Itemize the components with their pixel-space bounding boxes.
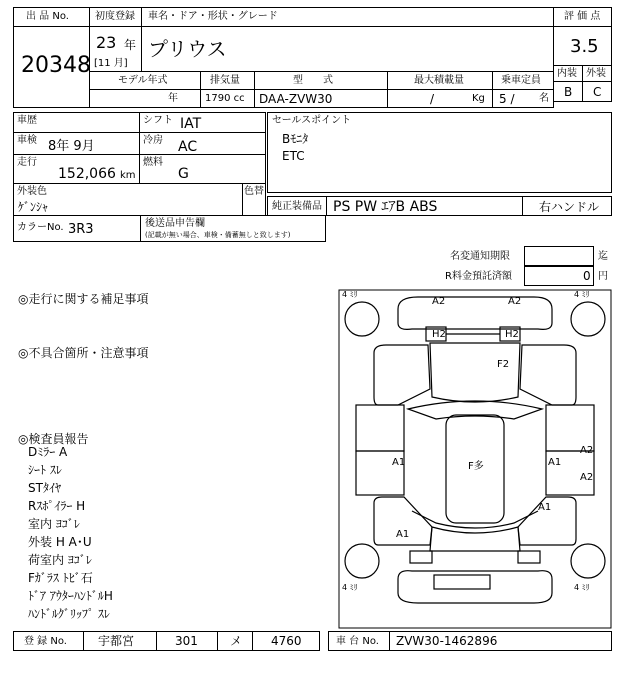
left-front-door — [356, 405, 404, 451]
inspector-report-line: 荷室内 ﾖｺﾞﾚ — [28, 553, 92, 567]
tire-depth-label: 4 ﾐﾘ — [574, 290, 590, 299]
steering-cell — [522, 196, 612, 216]
damage-mark: A1 — [548, 457, 562, 468]
inspector-report-line: 室内 ﾖｺﾞﾚ — [28, 517, 80, 531]
name-change-deadline-unit: 迄 — [598, 251, 608, 262]
shift-label: シフト — [143, 115, 173, 126]
car-name-cell — [141, 26, 554, 72]
damage-mark: A1 — [392, 457, 406, 468]
exterior-color-value: ｹﾞﾝｼｬ — [18, 200, 49, 214]
sales-point-line: ETC — [282, 149, 305, 163]
max-load-unit: Kg — [472, 93, 485, 104]
capacity-value: 5 / — [499, 92, 515, 106]
recycle-fee-box — [524, 266, 594, 286]
recycle-fee-label: R料金預託済額 — [445, 271, 512, 282]
capacity-cell — [492, 89, 554, 108]
max-load-cell — [387, 89, 493, 108]
reg-kana-cell — [217, 631, 253, 651]
diagram-frame — [339, 290, 611, 628]
first-reg-label: 初度登録 — [95, 11, 135, 22]
name-change-deadline-box — [524, 246, 594, 266]
interior-label: 内装 — [557, 68, 577, 79]
recycle-fee-unit: 円 — [598, 271, 608, 282]
displacement-cell — [200, 89, 255, 108]
name-change-deadline-label: 名変通知期限 — [450, 251, 510, 262]
fuel-value: G — [178, 166, 189, 182]
mileage-cell — [13, 154, 140, 184]
sales-point-cell — [267, 112, 612, 193]
front-bumper — [398, 297, 552, 329]
first-reg-month: [11 月] — [94, 58, 128, 69]
color-no-cell — [13, 215, 141, 242]
chassis-label: 車 台 No. — [336, 636, 379, 647]
car-name-label-cell — [141, 7, 554, 27]
aftermarket-note: (記載が無い場合、車検・備蓄無しと致します) — [145, 231, 291, 239]
capacity-label: 乗車定員 — [501, 75, 541, 86]
fuel-label: 燃料 — [143, 157, 163, 168]
reg-label-cell — [13, 631, 84, 651]
defects-notes-label: ◎不具合箇所・注意事項 — [18, 346, 149, 360]
sales-point-line: Bﾓﾆﾀ — [282, 132, 309, 146]
front-body — [374, 345, 430, 405]
tail-light-right — [518, 551, 540, 563]
tire-depth-label: 4 ﾐﾘ — [342, 290, 358, 299]
reg-class: 301 — [175, 634, 198, 648]
score-value: 3.5 — [570, 36, 599, 57]
equipment-label: 純正装備品 — [272, 201, 322, 212]
tire-front-left — [345, 302, 379, 336]
displacement-value: 1790 cc — [205, 93, 245, 104]
color-change-cell — [242, 183, 266, 216]
reg-label: 登 録 No. — [24, 636, 67, 647]
reg-number-cell — [252, 631, 320, 651]
front-body-right — [520, 345, 576, 405]
model-year-cell — [89, 89, 201, 108]
hood-panel — [430, 343, 520, 402]
inspector-report-line: Rｽﾎﾟｲﾗｰ H — [28, 499, 86, 513]
interior-label-cell — [553, 65, 583, 82]
color-no-value: 3R3 — [68, 222, 94, 237]
score-cell — [553, 26, 612, 66]
first-reg-cell — [89, 26, 142, 72]
mileage-value: 152,066 — [58, 166, 116, 182]
inspector-report-line: ｼｰﾄ ｽﾚ — [28, 463, 62, 477]
inspector-report-line: ﾊﾝﾄﾞﾙｸﾞﾘｯﾌﾟ ｽﾚ — [28, 607, 110, 621]
car-name-label: 車名・ドア・形状・グレード — [148, 11, 278, 22]
tire-rear-left — [345, 544, 379, 578]
damage-mark: A1 — [538, 502, 552, 513]
damage-mark: A2 — [432, 296, 446, 307]
inspection-value: 8年 9月 — [48, 139, 95, 154]
exterior-grade-cell — [582, 81, 612, 102]
reg-class-cell — [156, 631, 218, 651]
tire-front-right — [571, 302, 605, 336]
history-cell — [13, 112, 140, 133]
score-label-cell — [553, 7, 612, 27]
equipment-label-cell — [267, 196, 327, 216]
chassis-number: ZVW30-1462896 — [396, 634, 498, 648]
damage-mark: H2 — [432, 329, 446, 340]
inspector-report-line: STﾀｲﾔ — [28, 481, 61, 495]
type-label-cell — [254, 71, 388, 90]
ac-value: AC — [178, 139, 198, 155]
max-load-value: / — [430, 92, 435, 106]
first-reg-year-unit: 年 — [124, 38, 137, 52]
color-change-label: 色替 — [244, 186, 264, 197]
inspector-report-label: ◎検査員報告 — [18, 432, 89, 446]
fuel-cell — [139, 154, 266, 184]
car-name: プリウス — [148, 37, 227, 61]
tire-rear-right — [571, 544, 605, 578]
type-label: 型 式 — [293, 75, 333, 86]
capacity-unit: 名 — [539, 93, 549, 104]
shift-value: IAT — [180, 116, 202, 132]
exterior-label-cell — [582, 65, 612, 82]
first-reg-year: 23 — [96, 33, 117, 52]
max-load-label-cell — [387, 71, 493, 90]
aftermarket-label: 後送品申告欄 — [145, 218, 205, 229]
recycle-fee-value: 0 — [583, 269, 591, 283]
history-label: 車歴 — [17, 115, 37, 126]
trunk-panel — [430, 527, 520, 551]
capacity-label-cell — [492, 71, 554, 90]
model-year-unit: 年 — [168, 93, 178, 104]
lot-label: 出 品 No. — [26, 11, 69, 22]
equipment-value-cell — [326, 196, 523, 216]
equipment-value: PS PW ｴｱB ABS — [333, 199, 438, 215]
windshield — [408, 401, 542, 419]
ac-label: 冷房 — [143, 135, 163, 146]
inspector-report-line: ﾄﾞｱ ｱｳﾀｰﾊﾝﾄﾞﾙH — [28, 589, 113, 603]
first-reg-label-cell — [89, 7, 142, 27]
inspector-report-line: Fｶﾞﾗｽ ﾄﾋﾞ石 — [28, 571, 93, 585]
reg-area-cell — [83, 631, 157, 651]
driving-notes-label: ◎走行に関する補足事項 — [18, 292, 149, 306]
aftermarket-cell — [140, 215, 326, 242]
steering-value: 右ハンドル — [539, 200, 600, 214]
inspector-report-line: 外装 H A･U — [28, 535, 92, 549]
car-damage-diagram — [338, 289, 612, 629]
reg-kana: メ — [230, 634, 243, 648]
model-year-label-cell — [89, 71, 201, 90]
chassis-label-cell — [328, 631, 390, 651]
lot-number: 20348 — [21, 53, 91, 78]
exterior-grade: C — [593, 85, 602, 99]
ac-cell — [139, 132, 266, 155]
exterior-color-cell — [13, 183, 243, 216]
type-value: DAA-ZVW30 — [259, 92, 333, 106]
inspector-report-line: Dﾐﾗｰ A — [28, 445, 68, 459]
damage-mark: A2 — [508, 296, 522, 307]
exterior-color-label: 外装色 — [17, 186, 47, 197]
type-cell — [254, 89, 388, 108]
model-year-label: モデル年式 — [118, 75, 168, 86]
displacement-label-cell — [200, 71, 255, 90]
exterior-label: 外装 — [586, 68, 606, 79]
damage-mark: A2 — [580, 445, 594, 456]
mileage-label: 走行 — [17, 157, 37, 168]
tire-depth-label: 4 ﾐﾘ — [574, 583, 590, 592]
interior-grade: B — [564, 85, 573, 99]
inspection-label: 車検 — [17, 135, 37, 146]
displacement-label: 排気量 — [210, 75, 240, 86]
tail-light-left — [410, 551, 432, 563]
tire-depth-label: 4 ﾐﾘ — [342, 583, 358, 592]
damage-mark: A2 — [580, 472, 594, 483]
sales-point-label: セールスポイント — [272, 115, 352, 126]
lot-number-cell — [13, 26, 90, 108]
color-no-label: カラーNo. — [17, 222, 64, 233]
damage-mark: A1 — [396, 529, 410, 540]
max-load-label: 最大積載量 — [414, 75, 464, 86]
chassis-number-cell — [389, 631, 612, 651]
damage-mark: F2 — [497, 359, 510, 370]
damage-mark: H2 — [505, 329, 519, 340]
lot-label-cell — [13, 7, 90, 27]
mileage-unit: km — [120, 170, 136, 181]
reg-number: 4760 — [271, 634, 302, 648]
shift-cell — [139, 112, 266, 133]
score-label: 評 価 点 — [564, 11, 601, 22]
damage-mark: F多 — [468, 461, 484, 472]
interior-grade-cell — [553, 81, 583, 102]
inspection-cell — [13, 132, 140, 155]
reg-area: 宇都宮 — [98, 634, 135, 648]
license-plate — [434, 575, 490, 589]
